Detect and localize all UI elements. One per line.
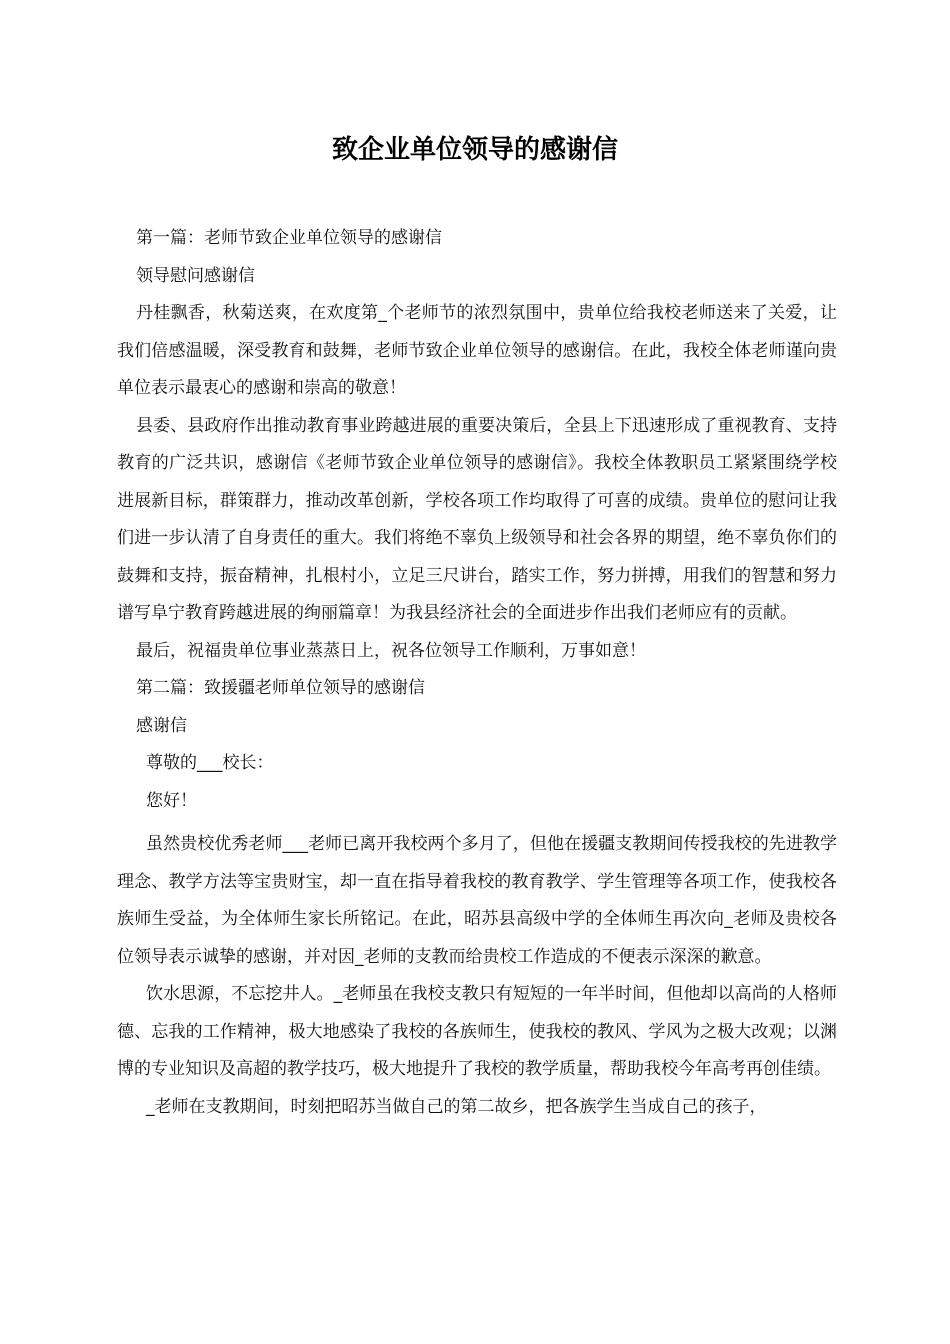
section-heading-2: 第二篇：致援疆老师单位领导的感谢信 <box>136 678 425 698</box>
salutation: 尊敬的___校长： <box>146 753 274 773</box>
section-heading-1: 第一篇：老师节致企业单位领导的感谢信 <box>136 228 442 248</box>
document-title: 致企业单位领导的感谢信 <box>331 135 618 165</box>
letter-subtitle-1: 领导慰问感谢信 <box>136 265 255 286</box>
body-paragraph: _老师在支教期间，时刻把昭苏当做自己的第二故乡，把各族学生当成自己的孩子， <box>146 1096 767 1117</box>
body-paragraph: 丹桂飘香，秋菊送爽，在欢度第_个老师节的浓烈氛围中，贵单位给我校老师送来了关爱，让我们倍感温暖，深受教育和鼓舞，老师节致企业单位领导的感谢信。在此，我校全体老师谨向贵单位表示最衷心的感谢和崇高的敬意！ <box>117 303 837 398</box>
letter-subtitle-2: 感谢信 <box>136 715 187 736</box>
body-paragraph: 虽然贵校优秀老师___老师已离开我校两个多月了，但他在援疆支教期间传授我校的先进教学理念、教学方法等宝贵财宝，却一直在指导着我校的教育教学、学生管理等各项工作，使我校各族师生受益，为全体师生家长所铭记。在此，昭苏县高级中学的全体师生再次向_老师及贵校各位领导表示诚挚的感谢，并对因_老师的支教而给贵校工作造成的不便表示深深的歉意。 <box>117 834 837 967</box>
greeting: 您好！ <box>146 790 197 811</box>
body-paragraph: 最后，祝福贵单位事业蒸蒸日上，祝各位领导工作顺利，万事如意！ <box>136 640 646 661</box>
document-body <box>117 220 837 1126</box>
body-paragraph: 县委、县政府作出推动教育事业跨越进展的重要决策后，全县上下迅速形成了重视教育、支持教育的广泛共识，感谢信《老师节致企业单位领导的感谢信》。我校全体教职员工紧紧围绕学校进展新目标，群策群力，推动改革创新，学校各项工作均取得了可喜的成绩。贵单位的慰问让我们进一步认清了自身责任的重大。我们将绝不辜负上级领导和社会各界的期望，绝不辜负你们的鼓舞和支持，振奋精神，扎根村小，立足三尺讲台，踏实工作，努力拼搏，用我们的智慧和努力谱写阜宁教育跨越进展的绚丽篇章！为我县经济社会的全面进步作出我们老师应有的贡献。 <box>117 415 837 623</box>
body-paragraph: 饮水思源，不忘挖井人。_老师虽在我校支教只有短短的一年半时间，但他却以高尚的人格师德、忘我的工作精神，极大地感染了我校的各族师生，使我校的教风、学风为之极大改观；以渊博的专业知识及高超的教学技巧，极大地提升了我校的教学质量，帮助我校今年高考再创佳绩。 <box>117 984 837 1079</box>
